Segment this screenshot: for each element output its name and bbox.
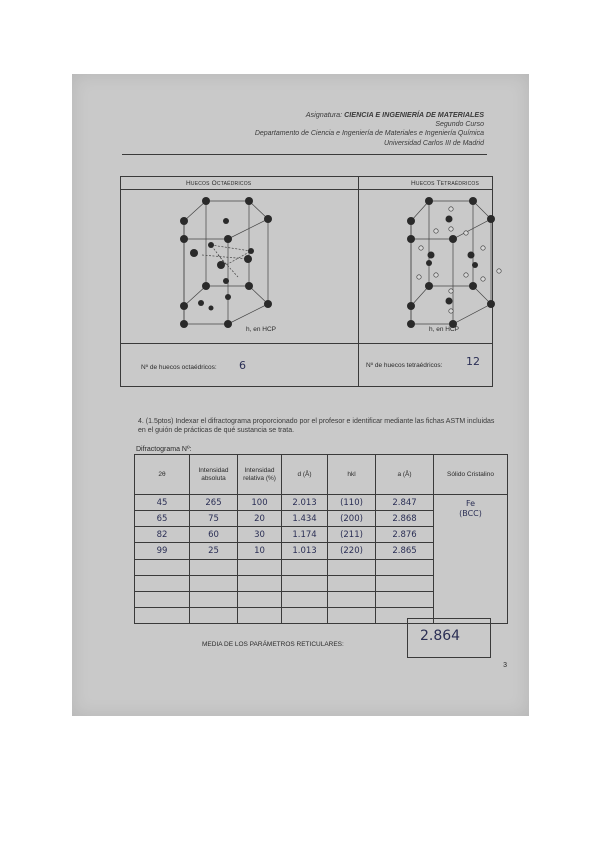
lattice-mean-value: 2.864 [420, 628, 461, 644]
holes-table-footer-rule [121, 343, 492, 344]
table-row [135, 495, 508, 511]
question-4-text: 4. (1.5ptos) Indexar el difractograma proporcionado por el profesor e identificar mediante las fichas ASTM incluidas en el guión de prácticas de qué sustancia se trata. [138, 418, 495, 434]
cell-a [376, 591, 434, 607]
cell-rel-intensity: 10 [238, 543, 282, 559]
cell-a [376, 559, 434, 575]
oct-title: Huecos Octaédricos [186, 180, 252, 187]
department-text: Departamento de Ciencia e Ingeniería de Materiales e Ingeniería Química [254, 130, 484, 137]
lattice-mean-label: MEDIA DE LOS PARÁMETROS RETICULARES: [202, 641, 344, 648]
cell-hkl: (110) [328, 495, 376, 511]
cell-d: 1.434 [282, 511, 328, 527]
cell-2theta [135, 607, 190, 623]
diffraction-table [134, 454, 508, 624]
cell-a [376, 575, 434, 591]
cell-a: 2.868 [376, 511, 434, 527]
page-header [255, 110, 484, 148]
subject-name: CIENCIA E INGENIERÍA DE MATERIALES [344, 110, 484, 119]
cell-hkl: (200) [328, 511, 376, 527]
holes-table-header-rule [121, 189, 492, 190]
cell-2theta [135, 591, 190, 607]
header-solid: Sólido Cristalino [434, 455, 508, 495]
university-text: Universidad Carlos III de Madrid [384, 139, 484, 147]
header-rel-intensity: Intensidad relativa (%) [238, 455, 282, 495]
cell-2theta [135, 559, 190, 575]
page-number: 3 [503, 662, 507, 669]
cell-d: 1.013 [282, 543, 328, 559]
document-page [72, 74, 529, 716]
cell-rel-intensity [238, 575, 282, 591]
cell-d [282, 591, 328, 607]
lattice-mean-box [407, 618, 491, 658]
diffraction-header-row [135, 455, 508, 495]
tet-count-value: 12 [466, 355, 480, 368]
cell-d [282, 575, 328, 591]
tet-caption: h, en HCP [429, 326, 459, 333]
cell-d [282, 607, 328, 623]
cell-hkl [328, 559, 376, 575]
cell-d [282, 559, 328, 575]
subject-prefix: Asignatura: [305, 110, 343, 119]
cell-abs-intensity: 265 [190, 495, 238, 511]
cell-abs-intensity [190, 575, 238, 591]
oct-count-label: Nº de huecos octaédricos: [141, 364, 217, 371]
cell-rel-intensity [238, 591, 282, 607]
cell-rel-intensity: 100 [238, 495, 282, 511]
header-hkl: hkl [328, 455, 376, 495]
cell-2theta: 99 [135, 543, 190, 559]
header-rule [122, 154, 487, 155]
cell-d: 1.174 [282, 527, 328, 543]
tetrahedral-hcp-diagram [391, 193, 521, 333]
cell-abs-intensity: 75 [190, 511, 238, 527]
holes-table [120, 176, 493, 387]
cell-a: 2.876 [376, 527, 434, 543]
cell-rel-intensity [238, 559, 282, 575]
solid-element: Fe [465, 499, 476, 508]
tet-title: Huecos Tetraédricos [411, 180, 480, 187]
cell-a: 2.865 [376, 543, 434, 559]
cell-hkl: (220) [328, 543, 376, 559]
oct-count-value: 6 [239, 359, 246, 372]
header-2theta: 2θ [135, 455, 190, 495]
cell-hkl: (211) [328, 527, 376, 543]
cell-2theta: 45 [135, 495, 190, 511]
diffractogram-label: Difractograma Nº: [136, 446, 192, 453]
cell-hkl [328, 575, 376, 591]
cell-rel-intensity: 30 [238, 527, 282, 543]
cell-solid [434, 495, 508, 624]
oct-caption: h, en HCP [246, 326, 276, 333]
cell-abs-intensity [190, 607, 238, 623]
cell-2theta: 65 [135, 511, 190, 527]
header-abs-intensity: Intensidad absoluta [190, 455, 238, 495]
cell-rel-intensity [238, 607, 282, 623]
solid-structure: (BCC) [459, 509, 482, 518]
cell-hkl [328, 607, 376, 623]
cell-abs-intensity: 60 [190, 527, 238, 543]
header-a: a (Å) [376, 455, 434, 495]
cell-rel-intensity: 20 [238, 511, 282, 527]
cell-2theta [135, 575, 190, 591]
tet-count-label: Nº de huecos tetraédricos: [366, 362, 443, 369]
cell-2theta: 82 [135, 527, 190, 543]
holes-table-divider [358, 177, 359, 386]
header-d: d (Å) [282, 455, 328, 495]
cell-d: 2.013 [282, 495, 328, 511]
cell-a: 2.847 [376, 495, 434, 511]
cell-abs-intensity [190, 591, 238, 607]
cell-hkl [328, 591, 376, 607]
cell-abs-intensity [190, 559, 238, 575]
cell-abs-intensity: 25 [190, 543, 238, 559]
course-text: Segundo Curso [435, 120, 484, 128]
octahedral-hcp-diagram [166, 193, 296, 333]
